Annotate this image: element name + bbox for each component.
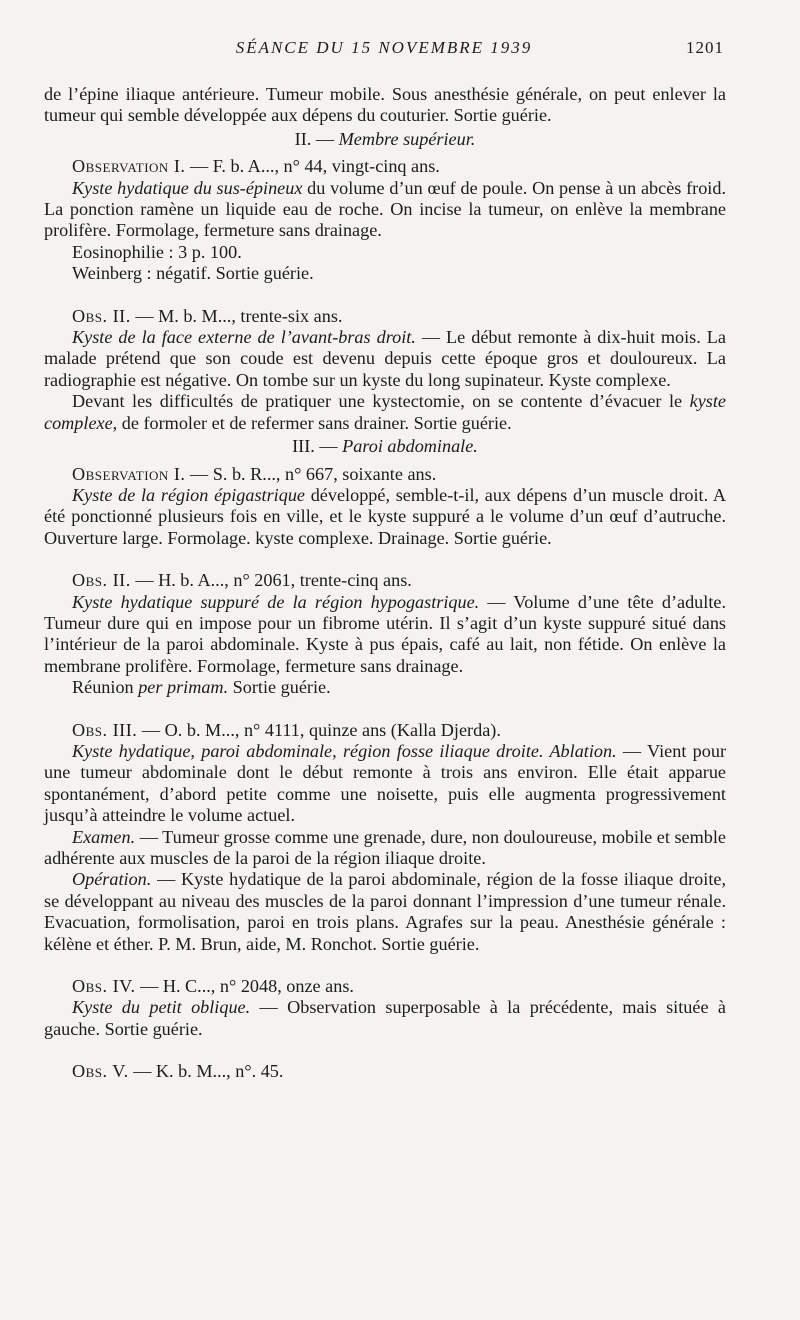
observation-heading: Obs. IV. — H. C..., n° 2048, onze ans. [72, 976, 354, 997]
observation-body: Kyste hydatique du sus-épineux du volume d’un œuf de poule. On pense à un abcès froid. La ponction ramène un liquide eau de roche. On incise la tumeur, on enlève la membrane prolifère. Formolage, fermeture sans drainage. [44, 177, 726, 241]
observation-body: Kyste de la face externe de l’avant-bras droit. — Le début remonte à dix-huit mois. La malade prétend que son coude est devenu depuis cette époque gros et douloureux. La radiographie est négative. On tombe sur un kyste du long supinateur. Kyste complexe. [44, 327, 726, 390]
paragraph-continuation: de l’épine iliaque antérieure. Tumeur mobile. Sous anesthésie générale, on peut enlever la tumeur qui semble développée aux dépens du couturier. Sortie guérie. [44, 84, 726, 126]
observation-body: Kyste hydatique, paroi abdominale, région fosse iliaque droite. Ablation. — Vient pour une tumeur abdominale dont le début remonte à trois ans environ. Elle était apparue spontanément, d’abord petite comme une noisette, puis elle augmenta progressivement jusqu’à atteindre le volume actuel. [44, 740, 726, 826]
observation-heading: Obs. III. — O. b. M..., n° 4111, quinze ans (Kalla Djerda). [72, 719, 501, 740]
observation-operation: Opération. — Kyste hydatique de la paroi abdominale, région de la fosse iliaque droite, se développant au niveau des muscles de la paroi donnant l’impression d’une tumeur rénale. Evacuation, formolisation, paroi en trois plans. Agrafes sur la peau. Anesthésie générale : kélène et éther. P. M. Brun, aide, M. Ronchot. Sortie guérie. [44, 869, 726, 954]
section-heading-membre-superieur: II. — Membre supérieur. [294, 128, 476, 149]
observation-heading: Obs. II. — M. b. M..., trente-six ans. [72, 305, 343, 326]
observation-heading: Obs. II. — H. b. A..., n° 2061, trente-cinq ans. [72, 570, 412, 591]
observation-heading: Obs. V. — K. b. M..., n°. 45. [72, 1061, 284, 1082]
observation-line: Weinberg : négatif. Sortie guérie. [72, 263, 314, 284]
section-heading-paroi-abdominale: III. — Paroi abdominale. [292, 436, 478, 457]
observation-body: Kyste de la région épigastrique développé, semble-t-il, aux dépens d’un muscle droit. A été ponctionné plusieurs fois en ville, et le kyste suppuré a le volume d’un œuf d’autruche. Ouverture large. Formolage. kyste complexe. Drainage. Sortie guérie. [44, 484, 726, 548]
observation-line: Eosinophilie : 3 p. 100. [72, 241, 242, 262]
running-title: SÉANCE DU 15 NOVEMBRE 1939 [235, 38, 533, 57]
observation-examen: Examen. — Tumeur grosse comme une grenade, dure, non douloureuse, mobile et semble adhérente aux muscles de la paroi de la région iliaque droite. [44, 826, 726, 868]
observation-body: Kyste hydatique suppuré de la région hypogastrique. — Volume d’une tête d’adulte. Tumeur dure qui en impose pour un fibrome utérin. Il s’agit d’un kyste suppuré situé dans l’intérieur de la paroi abdominale. Kyste à pus épais, café au lait, non fétide. On enlève la membrane prolifère. Formolage, fermeture sans drainage. [44, 591, 726, 676]
observation-body: Devant les difficultés de pratiquer une kystectomie, on se contente d’évacuer le kyste complexe, de formoler et de refermer sans drainer. Sortie guérie. [44, 391, 726, 433]
observation-heading: Observation I. — S. b. R..., n° 667, soixante ans. [72, 463, 437, 484]
observation-body: Kyste du petit oblique. — Observation superposable à la précédente, mais située à gauche. Sortie guérie. [44, 997, 726, 1039]
observation-heading: Observation I. — F. b. A..., n° 44, vingt-cinq ans. [72, 156, 440, 177]
page-body [44, 84, 726, 1083]
observation-line: Réunion per primam. Sortie guérie. [72, 677, 331, 698]
running-header [44, 38, 724, 60]
page-number: 1201 [686, 38, 724, 57]
